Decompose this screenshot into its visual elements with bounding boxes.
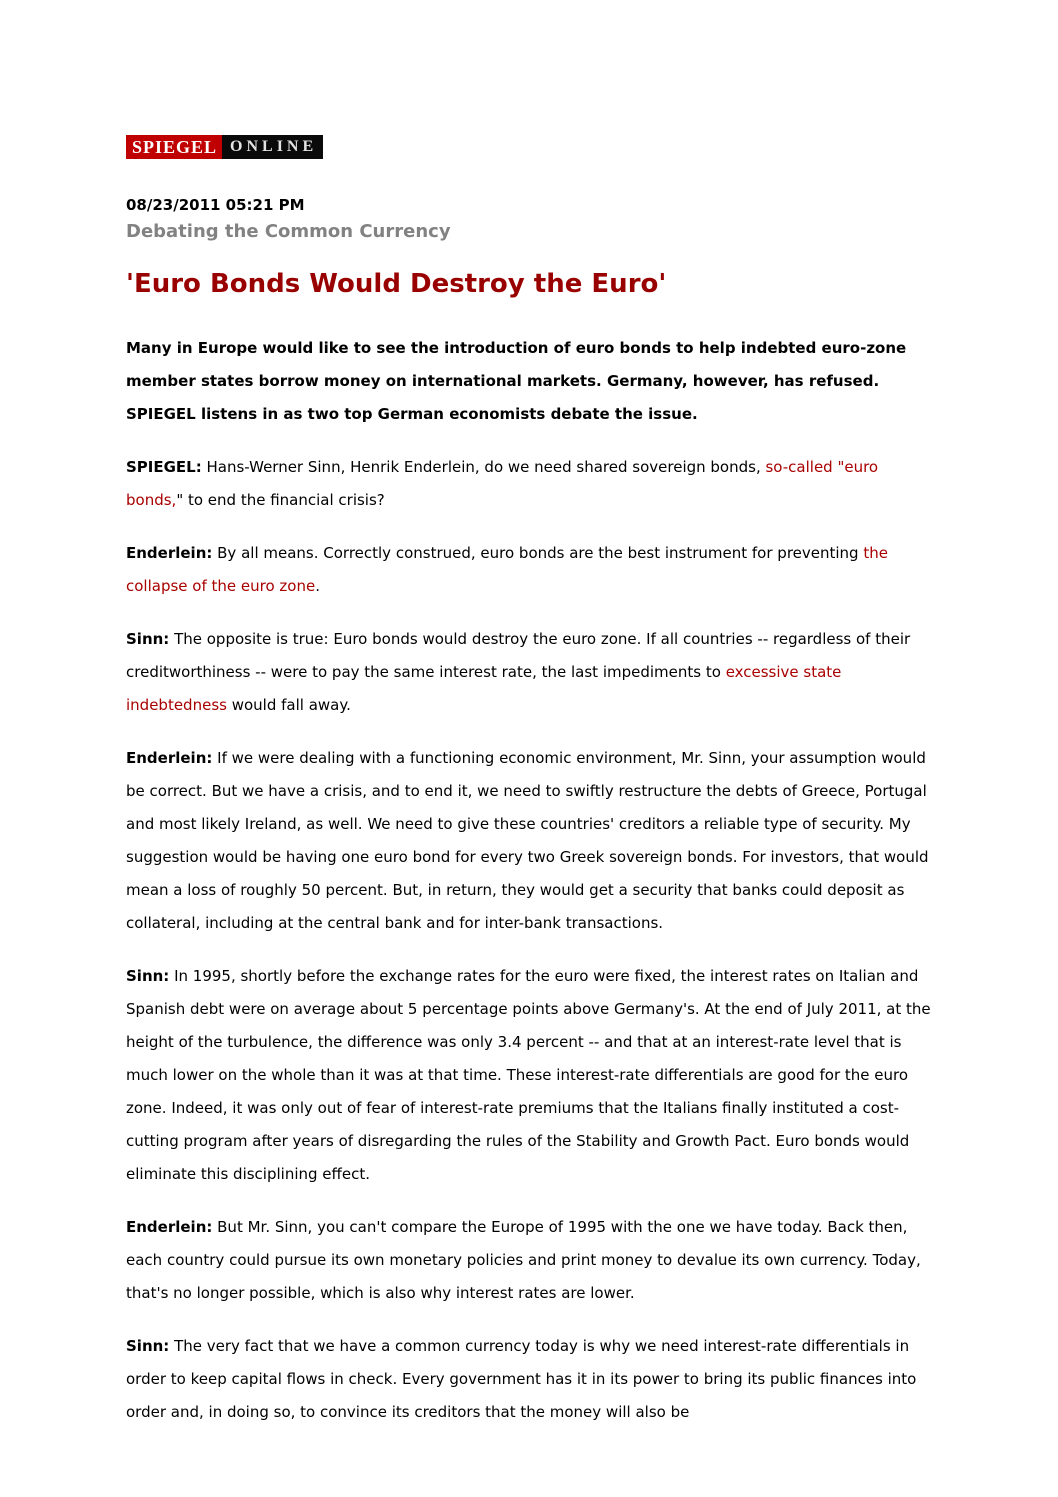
article-paragraph: [126, 623, 932, 722]
spiegel-logo-text: SPIEGEL: [126, 135, 222, 159]
speaker-name: Enderlein:: [126, 1218, 213, 1236]
spiegel-online-logo: [126, 135, 932, 159]
paragraph-text: By all means. Correctly construed, euro bonds are the best instrument for preventing: [212, 544, 864, 562]
article-paragraph: [126, 1330, 932, 1429]
paragraph-text: The very fact that we have a common currency today is why we need interest-rate differentials in order to keep capital flows in check. Every government has it in its power to bring its public finances into order and, in doing so, to convince its creditors that the money will also be: [126, 1337, 917, 1421]
paragraph-text: The opposite is true: Euro bonds would destroy the euro zone. If all countries -- regardless of their creditworthiness -- were to pay the same interest rate, the last impediments to: [126, 630, 911, 681]
paragraph-text: If we were dealing with a functioning economic environment, Mr. Sinn, your assumption would be correct. But we have a crisis, and to end it, we need to swiftly restructure the debts of Greece, Portugal and most likely Ireland, as well. We need to give these countries' creditors a reliable type of security. My suggestion would be having one euro bond for every two Greek sovereign bonds. For investors, that would mean a loss of roughly 50 percent. But, in return, they would get a security that banks could deposit as collateral, including at the central bank and for inter-bank transactions.: [126, 749, 929, 932]
online-logo-text: ONLINE: [222, 135, 323, 159]
paragraph-text: would fall away.: [226, 696, 351, 714]
paragraph-text: But Mr. Sinn, you can't compare the Europe of 1995 with the one we have today. Back then, each country could pursue its own monetary policies and print money to devalue its own currency. Today, that's no longer possible, which is also why interest rates are lower.: [126, 1218, 921, 1302]
paragraph-text: .: [315, 577, 320, 595]
article-paragraph: [126, 742, 932, 940]
speaker-name: Enderlein:: [126, 749, 213, 767]
inline-link[interactable]: excessive state indebtedness: [126, 663, 842, 714]
article-paragraph: [126, 960, 932, 1191]
inline-link[interactable]: the collapse of the euro zone: [126, 544, 888, 595]
speaker-name: Sinn:: [126, 967, 170, 985]
article-intro: Many in Europe would like to see the introduction of euro bonds to help indebted euro-zone member states borrow money on international markets. Germany, however, has refused. SPIEGEL listens in as two top German economists debate the issue.: [126, 339, 907, 423]
speaker-name: SPIEGEL:: [126, 458, 202, 476]
speaker-name: Sinn:: [126, 630, 170, 648]
article-paragraph: [126, 451, 932, 517]
article-date: 08/23/2011 05:21 PM: [126, 196, 305, 214]
paragraph-text: " to end the financial crisis?: [176, 491, 385, 509]
speaker-name: Enderlein:: [126, 544, 213, 562]
paragraph-text: In 1995, shortly before the exchange rates for the euro were fixed, the interest rates on Italian and Spanish debt were on average about 5 percentage points above Germany's. At the end of July 2011, at the height of the turbulence, the difference was only 3.4 percent -- and that at an interest-rate level that is much lower on the whole than it was at that time. These interest-rate differentials are good for the euro zone. Indeed, it was only out of fear of interest-rate premiums that the Italians finally instituted a cost-cutting program after years of disregarding the rules of the Stability and Growth Pact. Euro bonds would eliminate this disciplining effect.: [126, 967, 931, 1183]
paragraph-text: Hans-Werner Sinn, Henrik Enderlein, do we need shared sovereign bonds,: [201, 458, 766, 476]
article-paragraph: [126, 537, 932, 603]
inline-link[interactable]: so-called "euro bonds,: [126, 458, 879, 509]
article-body: [126, 451, 932, 1429]
article-kicker: Debating the Common Currency: [126, 221, 451, 242]
speaker-name: Sinn:: [126, 1337, 170, 1355]
article-paragraph: [126, 1211, 932, 1310]
article-title: 'Euro Bonds Would Destroy the Euro': [126, 269, 667, 299]
